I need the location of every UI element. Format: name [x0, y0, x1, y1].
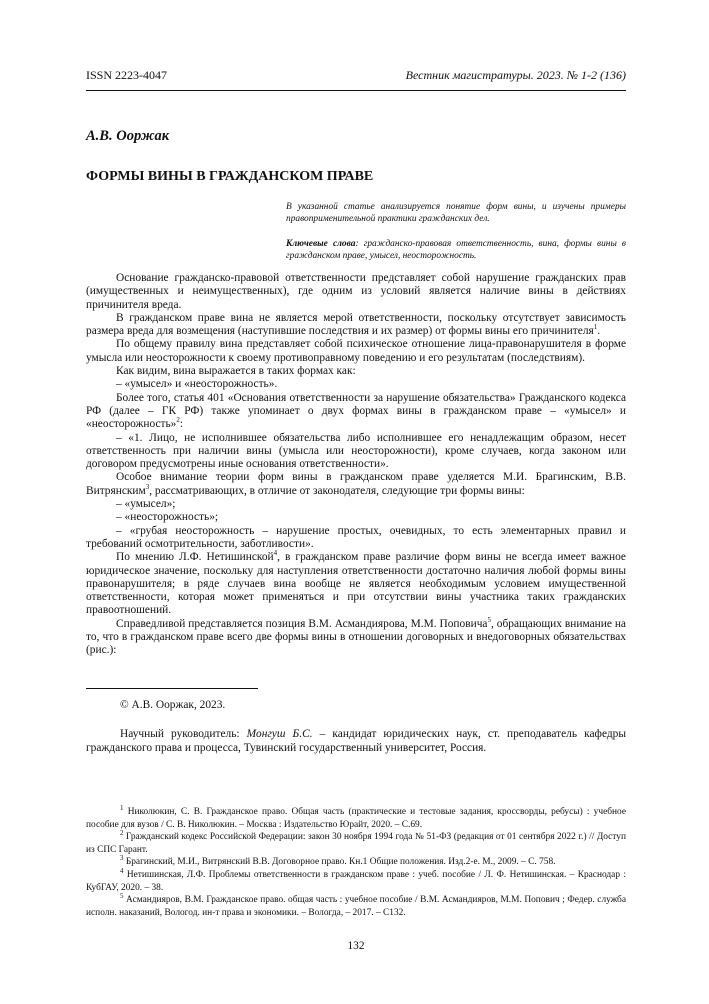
paragraph: По мнению Л.Ф. Нетишинской$^4$, в гражданском праве различие форм вины не всегда имеет важное юридическое значение, поскольку для наступления ответственности достаточно наличия любой формы вины правонарушителя; в ряде случаев вина вообще не является необходимым условием имущественной ответственности, которая может применяться и при отсутствии вины участника таких гражданских правоотношений. — [86, 549, 626, 617]
footnote-ref[interactable]: 5 — [487, 615, 491, 624]
header-rule — [86, 90, 626, 91]
page-number: 132 — [347, 940, 365, 952]
footnote-ref[interactable]: 2 — [176, 416, 180, 425]
keywords-text: : гражданско-правовая ответственность, вина, формы вины в гражданском праве, умысел, неосторожность. — [286, 239, 626, 261]
paragraph: Более того, статья 401 «Основания ответственности за нарушение обязательства» Гражданского кодекса РФ (далее – ГК РФ) также упоминает о двух формах вины в гражданском праве – «умысел» и «неосторожность»$^2$: — [86, 391, 626, 431]
footnote: $^1$ Николюкин, С. В. Гражданское право. Общая часть (практические и тестовые задания, кроссворды, ребусы) : учебное пособие для вузов / С. В. Николюкин. – Москва : Издательство Юрайт, 2020. – С.69. — [86, 803, 626, 830]
paragraph: В гражданском праве вина не является мерой ответственности, поскольку отсутствует зависимость размера вреда для возмещения (наступившие последствия и их размер) от формы вины его причинителя$^1$. — [86, 311, 626, 338]
supervisor-name: Монгуш Б.С. — [246, 728, 313, 740]
footnote-number: 1 — [120, 803, 124, 812]
footnote-rule — [86, 688, 258, 689]
paragraph: Особое внимание теории форм вины в гражданском праве уделяется М.И. Брагинским, В.В. Витрянским$^3$, рассматривающих, в отличие от законодателя, следующие три формы вины: — [86, 471, 626, 497]
page — [86, 0, 626, 1004]
list-item: – «умысел»; — [116, 498, 176, 511]
list-item: – «грубая неосторожность – нарушение простых, очевидных, то есть элементарных правил и требований осмотрительности, заботливости». — [86, 524, 626, 550]
issn: ISSN 2223-4047 — [86, 68, 168, 82]
paragraph: Как видим, вина выражается в таких формах как: — [116, 365, 356, 378]
article-body — [86, 272, 626, 658]
list-item: – «неосторожность»; — [116, 511, 219, 524]
footnote-number: 5 — [120, 892, 124, 901]
quote: – «1. Лицо, не исполнившее обязательства либо исполнившее его ненадлежащим образом, несет ответственность при наличии вины (умысла или неосторожности), кроме случаев, когда законом или договором предусмотрены иные основания ответственности». — [86, 431, 626, 471]
footnote: $^2$ Гражданский кодекс Российской Федерации: закон 30 ноября 1994 года № 51-ФЗ (редакция от 01 сентября 2022 г.) // Доступ из СПС Гарант. — [86, 829, 626, 855]
list-item: – «умысел» и «неосторожность». — [116, 378, 278, 391]
journal-citation: Вестник магистратуры. 2023. № 1-2 (136) — [405, 68, 626, 82]
footnote: $^4$ Нетишинская, Л.Ф. Проблемы ответственности в гражданском праве : учеб. пособие / Л. Ф. Нетишинская. – Краснодар : КубГАУ, 2020. – 38. — [86, 866, 626, 893]
paragraph: Основание гражданско-правовой ответственности представляет собой нарушение гражданских прав (имущественных и неимущественных), где одним из условий является наличие вины в действиях причинителя вреда. — [86, 272, 626, 311]
footnote: $^5$ Асмандияров, В.М. Гражданское право. общая часть : учебное пособие / В.М. Асмандияров, М.М. Попович ; Федер. служба исполн. наказаний, Вологод. ин-т права и экономики. – Вологда, – 2017. – С132. — [86, 892, 626, 918]
footnote-number: 3 — [120, 854, 124, 863]
keywords — [286, 238, 626, 262]
footnote-number: 2 — [120, 829, 124, 838]
author: А.В. Ооржак — [86, 128, 170, 144]
keywords-label: Ключевые слова — [286, 239, 356, 249]
copyright: © А.В. Ооржак, 2023. — [120, 699, 226, 711]
footnote: $^3$ Брагинский, М.И., Витрянский В.В. Договорное право. Кн.1 Общие положения. Изд.2-е. М., 2009. – С. 758. — [120, 854, 556, 868]
footnote-ref[interactable]: 3 — [145, 482, 150, 491]
footnotes — [86, 803, 626, 919]
paragraph: По общему правилу вина представляет собой психическое отношение лица-правонарушителя в форме умысла или неосторожности к своему противоправному поведению и его результатам (последствиям). — [86, 338, 626, 364]
footnote-ref[interactable]: 1 — [593, 323, 598, 332]
supervisor-note: Научный руководитель: Монгуш Б.С. – кандидат юридических наук, ст. преподаватель кафедры гражданского права и процесса, Тувинский государственный университет, Россия. — [86, 728, 626, 754]
footnote-number: 4 — [120, 866, 124, 875]
footnote-ref[interactable]: 4 — [273, 549, 278, 558]
abstract: В указанной статье анализируется понятие форм вины, и изучены примеры правоприменительной практики гражданских дел. — [286, 202, 626, 224]
paragraph: Справедливой представляется позиция В.М. Асмандиярова, М.М. Поповича$^5$, обращающих внимание на то, что в гражданском праве всего две формы вины в отношении договорных и внедоговорных обязательствах (рис.): — [86, 615, 626, 657]
article-title: ФОРМЫ ВИНЫ В ГРАЖДАНСКОМ ПРАВЕ — [86, 169, 374, 184]
